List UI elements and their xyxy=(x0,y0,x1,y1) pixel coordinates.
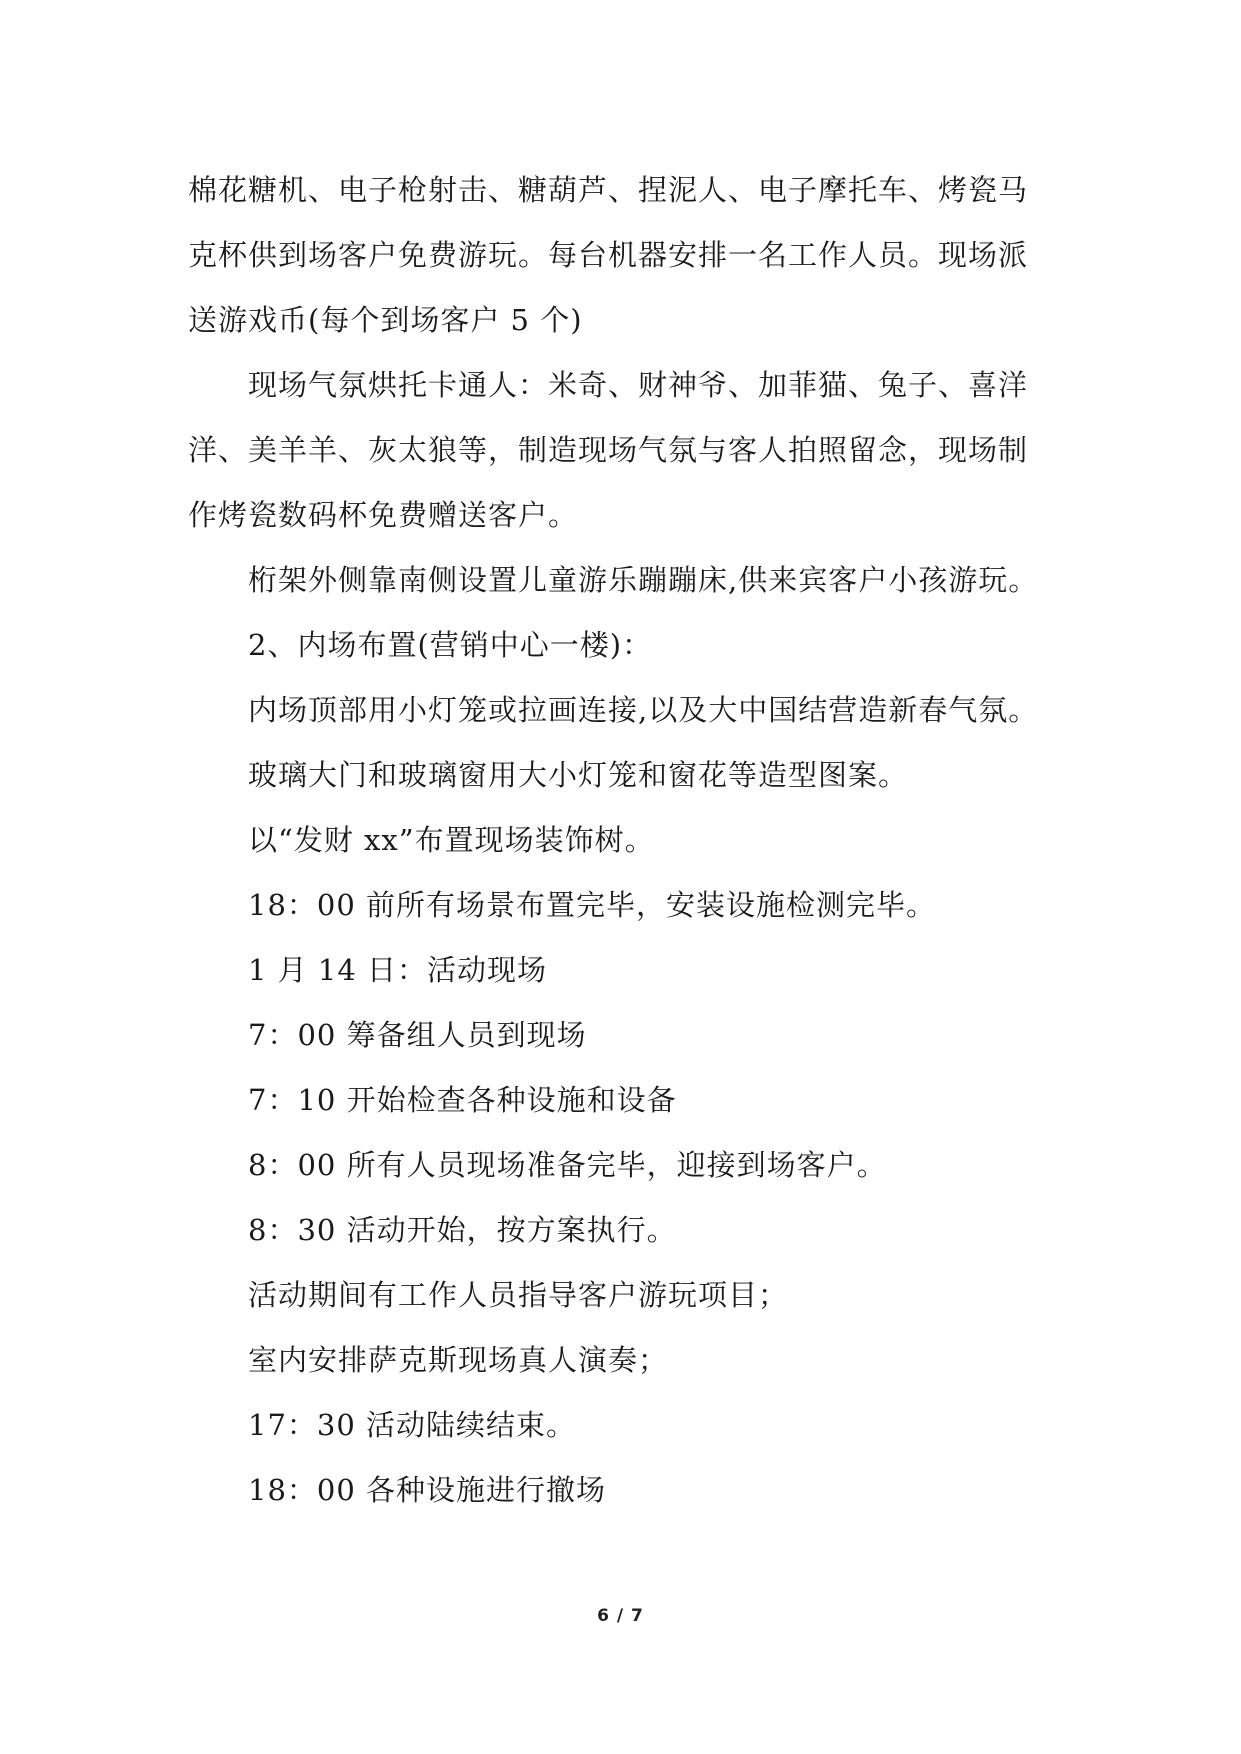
body-line-9: 内场顶部用小灯笼或拉画连接,以及大中国结营造新春气氛。 xyxy=(248,693,1039,727)
schedule-item-0710: 7：10 开始检查各种设施和设备 xyxy=(248,1083,677,1117)
schedule-item-0830: 8：30 活动开始，按方案执行。 xyxy=(248,1213,677,1247)
document-body xyxy=(188,158,1068,1523)
section-heading-indoor: 2、内场布置(营销中心一楼)： xyxy=(248,628,653,662)
page-number-indicator: 6 / 7 xyxy=(597,1606,644,1626)
schedule-item-1800-setup: 18：00 前所有场景布置完毕，安装设施检测完毕。 xyxy=(248,888,937,922)
body-line-7: 桁架外侧靠南侧设置儿童游乐蹦蹦床,供来宾客户小孩游玩。 xyxy=(248,563,1039,597)
schedule-item-0800: 8：00 所有人员现场准备完毕，迎接到场客户。 xyxy=(248,1148,887,1182)
body-line-3: 送游戏币(每个到场客户 5 个) xyxy=(188,303,583,337)
body-line-19: 室内安排萨克斯现场真人演奏； xyxy=(248,1343,669,1377)
schedule-item-1800-teardown: 18：00 各种设施进行撤场 xyxy=(248,1473,607,1507)
body-line-1: 棉花糖机、电子枪射击、糖葫芦、捏泥人、电子摩托车、烤瓷马 xyxy=(188,173,1029,207)
body-line-18: 活动期间有工作人员指导客户游玩项目； xyxy=(248,1278,789,1312)
body-line-2: 克杯供到场客户免费游玩。每台机器安排一名工作人员。现场派 xyxy=(188,238,1029,272)
schedule-item-0700: 7：00 筹备组人员到现场 xyxy=(248,1018,587,1052)
body-line-10: 玻璃大门和玻璃窗用大小灯笼和窗花等造型图案。 xyxy=(248,758,909,792)
body-line-11: 以“发财 xx”布置现场装饰树。 xyxy=(248,823,655,857)
body-line-6: 作烤瓷数码杯免费赠送客户。 xyxy=(188,498,579,532)
schedule-item-1730: 17：30 活动陆续结束。 xyxy=(248,1408,577,1442)
body-line-4: 现场气氛烘托卡通人：米奇、财神爷、加菲猫、兔子、喜洋 xyxy=(248,368,1029,402)
schedule-date-heading: 1 月 14 日：活动现场 xyxy=(248,953,548,987)
body-line-5: 洋、美羊羊、灰太狼等，制造现场气氛与客人拍照留念，现场制 xyxy=(188,433,1029,467)
